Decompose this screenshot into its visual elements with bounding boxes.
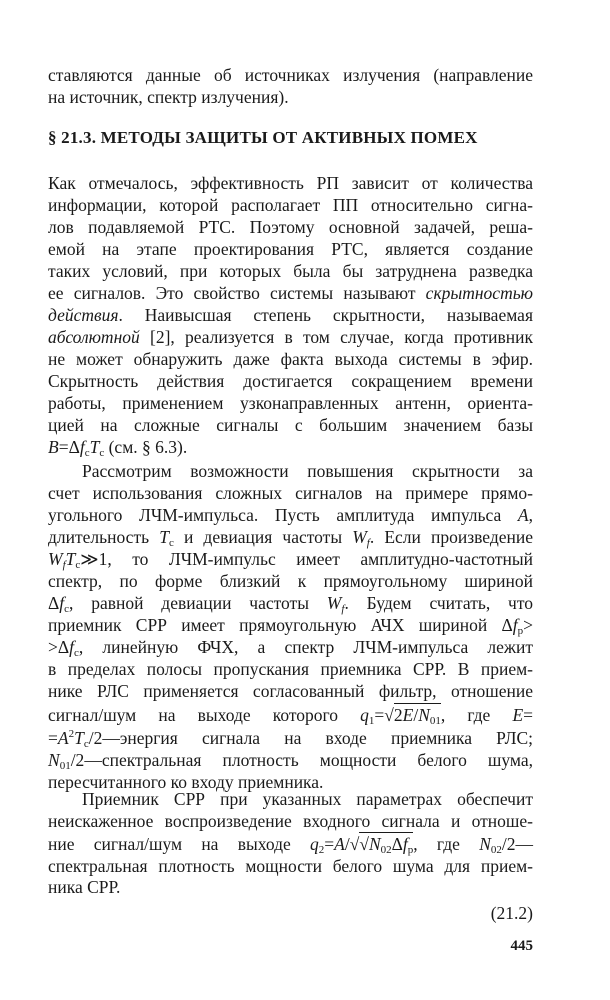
text-line: спектр, по форме близкий к прямоугольному шириной [48,571,533,591]
text-line [48,833,533,855]
formula: $q_1=√2E/N_{01}$ [360,705,441,727]
text-span: —спектральная плотность мощности белого шума, [84,750,533,770]
text-span: . Наивысшая степень скрытности, называемая [118,305,533,325]
text-line: $>\Delta f_c$, линейную ФЧХ, а спектр ЛЧМ-импульса лежит [48,637,533,659]
text-line [48,304,533,326]
text-line: $\Delta f_c$, равной девиации частоты $W_f$. Будем считать, что [48,593,534,615]
text-line: угольного ЛЧМ-импульса. Пусть амплитуда импульса A, [48,505,533,525]
text-span: приемник СРР имеет прямоугольную АЧХ шириной [48,615,488,635]
text-line: не может обнаружить даже факта выхода системы в эфир. [48,349,533,369]
text-line: таких условий, при которых была бы затруднена разведка [48,261,533,281]
text-line [48,282,533,304]
text-line: ставляются данные об источниках излучения (направление [48,65,533,85]
text-span: , где [440,705,491,725]
text-span: , где [413,834,460,854]
equation-number: (21.2) [490,903,533,923]
text-line: Скрытность действия достигается сокращением времени [48,371,533,391]
text-line: Приемник СРР при указанных параметрах обеспечит [82,789,533,809]
text-span: . Будем считать, что [344,593,534,613]
italic-term: скрытностью [425,283,534,303]
text-span: угольного ЛЧМ-импульса. Пусть амплитуда импульса [48,505,502,525]
text-span: , то ЛЧМ-импульс имеет амплитудно-частотный [107,549,533,569]
text-line [48,436,533,458]
text-span: сигнал/шум на выходе которого [48,705,339,725]
italic-term: абсолютной [48,327,140,347]
text-line: работы, применением узконаправленных антенн, ориента- [48,393,533,413]
text-line: в пределах полосы пропускания приемника СРР. В прием- [48,659,533,679]
text-line [48,326,533,348]
text-line: пересчитанного ко входу приемника. [48,772,324,792]
text-line: нике РЛС применяется согласованный фильтр, отношение [48,681,533,701]
text-span: [2], реализуется в том случае, когда противник [139,327,533,347]
formula: $B=\Delta f_cT_c$ [48,437,105,459]
formula: $W_fT_c≫1$ [48,549,108,571]
text-line: на источник, спектр излучения). [48,87,289,107]
formula: $=A^2T_c/2$ [48,728,103,750]
text-line: Как отмечалось, эффективность РП зависит от количества [48,173,533,193]
formula: $q_2=A/√√N_{02}\Delta f_p$ [310,834,414,856]
formula: $N_{02}/2—$ [479,834,533,856]
text-span: и девиация частоты [183,527,343,547]
text-span: —энергия сигнала на входе приемника РЛС; [102,728,533,748]
text-line [48,749,533,771]
text-span: ее сигналов. Это свойство системы называют [48,283,416,303]
text-line: длительность $T_c$ и девиация частоты $W_f$. Если произведение [48,527,534,549]
text-line: емой на этапе проектирования РТС, является создание [48,239,533,259]
text-span: , линейную ФЧХ, а спектр ЛЧМ-импульса лежит [78,637,533,657]
page-number: 445 [510,938,533,954]
text-line [48,727,533,749]
text-line: информации, которой располагает ПП относительно сигна- [48,195,533,215]
text-span: , равной девиации частоты [69,593,309,613]
text-line: лов подавляемой РТС. Поэтому основной задачей, реша- [48,217,533,237]
formula: $N_{01}/2$ [48,750,85,772]
text-line: неискаженное воспроизведение входного сигнала и отноше- [48,811,533,831]
text-line [48,548,533,570]
text-line: счет использования сложных сигналов на примере прямо- [48,483,533,503]
text-line: спектральная плотность мощности белого шума для прием- [48,856,533,876]
text-line: ника СРР. [48,877,121,897]
text-span: ние сигнал/шум на выходе [48,834,291,854]
text-line: приемник СРР имеет прямоугольную АЧХ шириной $\Delta f_p>$ [48,615,533,637]
text-line: сигнал/шум на выходе которого $q_1=√2E/N_{01}$, где E= [48,705,534,727]
text-line: Рассмотрим возможности повышения скрытности за [82,461,533,481]
text-span: (см. § 6.3). [108,437,188,457]
text-span: . Если произведение [369,527,534,547]
italic-term: действия [48,305,119,325]
text-span: длительность [48,527,150,547]
section-heading: § 21.3. МЕТОДЫ ЗАЩИТЫ ОТ АКТИВНЫХ ПОМЕХ [48,128,478,147]
text-line: цией на сложные сигналы с большим значением базы [48,415,533,435]
